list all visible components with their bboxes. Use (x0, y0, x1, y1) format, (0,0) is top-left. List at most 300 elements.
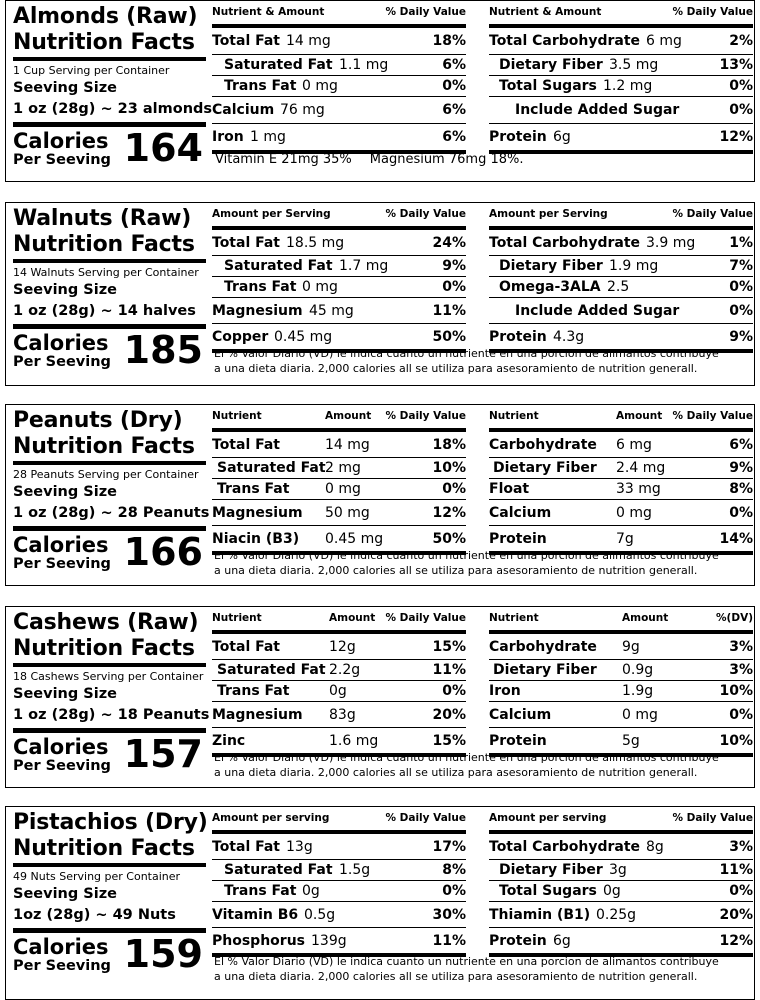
nutrient-row (212, 124, 466, 150)
nutrient-row (489, 681, 753, 702)
daily-value: 0% (442, 683, 466, 699)
nutrient-amount: 0g (603, 883, 621, 899)
header-daily-value: % Daily Value (385, 812, 466, 824)
nutrient-amount: 2.4 mg (616, 460, 666, 476)
daily-value: 13% (719, 57, 753, 73)
product-name: Cashews (Raw) (13, 610, 199, 635)
nutrient-name: Phosphorus (212, 932, 305, 949)
facts-summary (13, 407, 210, 577)
daily-value: 12% (719, 129, 753, 145)
daily-value: 0% (729, 504, 753, 521)
daily-value: 15% (432, 732, 466, 749)
nutrient-name: Total Fat (212, 638, 281, 655)
daily-value: 3% (729, 662, 753, 678)
nutrient-name: Dietary Fiber (499, 862, 603, 878)
nutrient-amount: 0 mg (622, 706, 658, 723)
nutrient-name: Saturated Fat (217, 460, 326, 476)
header-nutrient: Nutrient & Amount (212, 6, 325, 18)
calories-value: 157 (123, 732, 203, 776)
nutrient-name: Dietary Fiber (499, 258, 603, 274)
nutrient-row (489, 834, 753, 860)
nutrient-row (489, 660, 753, 681)
calories-value: 166 (123, 530, 203, 574)
daily-value: 20% (432, 706, 466, 723)
vitamins-line (215, 152, 541, 167)
nutrient-amount: 1.9 mg (609, 258, 659, 274)
nutrient-amount: 3g (609, 862, 627, 878)
table-header (489, 608, 753, 634)
calories-value: 164 (123, 126, 203, 170)
nutrient-row (489, 902, 753, 928)
calories-per-label: Per Seeving (13, 152, 111, 168)
header-daily-value: % Daily Value (672, 812, 753, 824)
nutrient-amount: 8g (646, 838, 664, 855)
nutrient-amount: 0 mg (302, 279, 338, 295)
serving-size-label: Seeving Size (13, 80, 117, 96)
nutrient-row (489, 634, 753, 660)
nutrient-name: Trans Fat (217, 683, 290, 699)
nutrient-name: Dietary Fiber (493, 662, 597, 678)
nutrient-amount: 1.6 mg (329, 732, 379, 749)
daily-value: 9% (729, 460, 753, 476)
nutrient-row (489, 432, 753, 458)
table-header (489, 204, 753, 230)
nutrient-name: Total Fat (212, 33, 281, 49)
nutrient-name: Saturated Fat (217, 662, 326, 678)
nutrient-row (212, 634, 466, 660)
nutrient-amount: 0.25g (596, 906, 637, 923)
daily-value: 6% (442, 129, 466, 145)
nutrient-name: Magnesium (212, 302, 303, 319)
servings-per-container: 14 Walnuts Serving per Container (13, 266, 199, 279)
calories-value: 159 (123, 932, 203, 976)
nutrient-row (489, 928, 753, 953)
nutrient-amount: 45 mg (309, 302, 354, 319)
vitamin-item: Vitamin E 21mg 35% (215, 152, 352, 167)
servings-per-container: 49 Nuts Serving per Container (13, 870, 181, 883)
calories-block (13, 932, 206, 979)
nutrient-row (212, 76, 466, 97)
header-amount: Amount (622, 612, 669, 624)
nutrient-amount: 9g (622, 638, 640, 655)
nutrient-row (212, 298, 466, 324)
nutrient-name: Saturated Fat (224, 57, 333, 73)
daily-value: 9% (729, 328, 753, 345)
daily-value: 17% (432, 838, 466, 855)
header-nutrient: Nutrient (489, 410, 539, 422)
servings-per-container: 1 Cup Serving per Container (13, 64, 170, 77)
product-name: Almonds (Raw) (13, 4, 198, 29)
daily-value: 14% (719, 530, 753, 547)
footnote-line: a una dieta diaria. 2,000 calories all se utiliza para asesoramiento de nutrition generall. (214, 766, 698, 779)
nutrient-row (212, 500, 466, 526)
right-nutrient-table (489, 204, 753, 353)
left-nutrient-table (212, 406, 466, 555)
daily-value: 24% (432, 234, 466, 251)
nutrient-row (489, 124, 753, 150)
header-daily-value: %(DV) (716, 612, 753, 624)
nutrient-row (212, 97, 466, 124)
nutrient-amount: 6 mg (646, 33, 682, 49)
nutrient-amount: 5g (622, 732, 640, 749)
left-nutrient-table (212, 2, 466, 154)
nutrient-row (489, 55, 753, 76)
nutrient-row (489, 881, 753, 902)
facts-summary (13, 205, 206, 375)
daily-value: 0% (729, 279, 753, 295)
nutrient-name: Protein (489, 328, 547, 345)
header-daily-value: % Daily Value (672, 208, 753, 220)
nutrient-amount: 2 mg (325, 460, 361, 476)
nutrient-row (212, 277, 466, 298)
footnote-line: a una dieta diaria. 2,000 calories all se utiliza para asesoramiento de nutrition generall. (214, 970, 698, 983)
nutrient-amount: 33 mg (616, 481, 661, 497)
serving-size-label: Seeving Size (13, 686, 117, 702)
nutrient-amount: 0 mg (302, 78, 338, 94)
calories-block (13, 732, 206, 779)
nutrient-amount: 0g (329, 683, 347, 699)
daily-value-footnote (214, 954, 750, 984)
nutrient-row (489, 500, 753, 526)
nutrient-name: Calcium (489, 504, 552, 521)
table-header (489, 808, 753, 834)
nutrition-panel (0, 606, 760, 788)
table-header (489, 406, 753, 432)
serving-size-value: 1 oz (28g) ~ 14 halves (13, 301, 206, 329)
calories-label: Calories (13, 331, 109, 355)
header-daily-value: % Daily Value (672, 410, 753, 422)
nutrient-name: Iron (212, 129, 244, 145)
nutrient-amount: 18.5 mg (286, 234, 345, 251)
nutrient-amount: 0 mg (616, 504, 652, 521)
nutrient-name: Protein (489, 932, 547, 949)
nutrient-row (489, 458, 753, 479)
table-header (212, 204, 466, 230)
nutrient-amount: 1.2 mg (603, 78, 653, 94)
footnote-line: El % Valor Diario (VD) le indica cuanto un nutriente en una porcion de alimantos contribuye (214, 751, 719, 764)
serving-size-label: Seeving Size (13, 484, 117, 500)
nutrient-name: Include Added Sugar (515, 102, 680, 118)
nutrient-amount: 2.2g (329, 662, 361, 678)
nutrient-row (489, 28, 753, 55)
right-nutrient-table (489, 2, 753, 154)
header-nutrient: Nutrient & Amount (489, 6, 602, 18)
nutrient-name: Carbohydrate (489, 638, 597, 655)
daily-value: 0% (442, 481, 466, 497)
daily-value: 12% (719, 932, 753, 949)
header-nutrient: Nutrient (212, 410, 262, 422)
nutrient-name: Magnesium (212, 504, 303, 521)
serving-size-value: 1 oz (28g) ~ 23 almonds (13, 99, 206, 127)
daily-value: 0% (729, 78, 753, 94)
nutrient-name: Omega-3ALA (499, 279, 601, 295)
nutrient-amount: 1.1 mg (339, 57, 389, 73)
daily-value: 0% (729, 883, 753, 899)
product-name: Peanuts (Dry) (13, 408, 183, 433)
daily-value: 8% (729, 481, 753, 497)
nutrient-name: Total Carbohydrate (489, 234, 641, 251)
nutrient-row (212, 256, 466, 277)
daily-value: 50% (432, 328, 466, 345)
nutrition-panel (0, 202, 760, 386)
daily-value: 15% (432, 638, 466, 655)
nutrient-amount: 3.5 mg (609, 57, 659, 73)
daily-value: 11% (719, 862, 753, 878)
nutrient-row (489, 256, 753, 277)
daily-value: 0% (442, 883, 466, 899)
nutrient-row (489, 76, 753, 97)
nutrient-name: Protein (489, 129, 547, 145)
nutrient-row (212, 834, 466, 860)
nutrient-row (212, 479, 466, 500)
calories-block (13, 530, 206, 577)
nutrient-amount: 4.3g (553, 328, 585, 345)
product-name: Pistachios (Dry) (13, 810, 208, 835)
nutrient-name: Total Fat (212, 436, 281, 453)
daily-value: 10% (719, 683, 753, 699)
nutrient-name: Vitamin B6 (212, 906, 299, 923)
nutrient-amount: 76 mg (280, 102, 325, 118)
left-nutrient-table (212, 608, 466, 757)
header-daily-value: % Daily Value (385, 410, 466, 422)
vitamin-item: Magnesium 76mg 18%. (369, 152, 524, 167)
serving-size-value: 1oz (28g) ~ 49 Nuts (13, 905, 206, 933)
header-amount: Amount (325, 410, 372, 422)
header-daily-value: % Daily Value (385, 612, 466, 624)
nutrient-name: Protein (489, 732, 547, 749)
nutrition-panel (0, 404, 760, 586)
nutrient-amount: 14 mg (286, 33, 331, 49)
nutrient-name: Calcium (212, 102, 275, 118)
daily-value: 30% (432, 906, 466, 923)
nutrient-amount: 12g (329, 638, 356, 655)
facts-summary (13, 809, 206, 979)
nutrient-name: Total Sugars (499, 78, 597, 94)
footnote-line: El % Valor Diario (VD) le indica cuanto un nutriente en una porcion de alimantos contribuye (214, 549, 719, 562)
nutrient-amount: 2.5 (607, 279, 630, 295)
daily-value: 0% (729, 102, 753, 118)
nutrient-name: Trans Fat (224, 279, 297, 295)
nutrient-name: Iron (489, 683, 521, 699)
left-nutrient-table (212, 204, 466, 353)
header-nutrient: Amount per Serving (489, 208, 608, 220)
right-nutrient-table (489, 608, 753, 757)
nutrient-name: Zinc (212, 732, 246, 749)
facts-summary (13, 609, 210, 779)
header-amount: Amount (616, 410, 663, 422)
nutrient-name: Niacin (B3) (212, 530, 300, 547)
serving-size-label: Seeving Size (13, 282, 117, 298)
nutrient-amount: 13g (286, 838, 313, 855)
nutrient-amount: 1.9g (622, 683, 654, 699)
calories-label: Calories (13, 935, 109, 959)
facts-title: Nutrition Facts (13, 836, 206, 867)
nutrient-row (212, 458, 466, 479)
product-name: Walnuts (Raw) (13, 206, 192, 231)
nutrient-row (212, 230, 466, 256)
nutrient-amount: 3.9 mg (646, 234, 696, 251)
table-header (489, 2, 753, 28)
nutrient-amount: 0.9g (622, 662, 654, 678)
footnote-line: El % Valor Diario (VD) le indica cuanto un nutriente en una porcion de alimantos contribuye (214, 955, 719, 968)
header-daily-value: % Daily Value (672, 6, 753, 18)
nutrient-row (489, 479, 753, 500)
daily-value: 3% (729, 638, 753, 655)
nutrient-row (212, 681, 466, 702)
nutrient-amount: 14 mg (325, 436, 370, 453)
daily-value: 50% (432, 530, 466, 547)
daily-value: 11% (432, 302, 466, 319)
table-header (212, 608, 466, 634)
nutrient-name: Thiamin (B1) (489, 906, 591, 923)
daily-value: 0% (442, 78, 466, 94)
nutrient-name: Copper (212, 328, 269, 345)
nutrient-amount: 6 mg (616, 436, 652, 453)
calories-label: Calories (13, 129, 109, 153)
daily-value: 20% (719, 906, 753, 923)
calories-value: 185 (123, 328, 203, 372)
calories-block (13, 126, 206, 173)
nutrient-row (489, 97, 753, 124)
header-nutrient: Amount per serving (212, 812, 330, 824)
daily-value-footnote (214, 548, 750, 578)
nutrient-name: Total Fat (212, 838, 281, 855)
calories-label: Calories (13, 533, 109, 557)
daily-value: 6% (442, 102, 466, 118)
daily-value: 0% (442, 279, 466, 295)
daily-value: 6% (729, 436, 753, 453)
calories-label: Calories (13, 735, 109, 759)
calories-per-label: Per Seeving (13, 958, 111, 974)
facts-title: Nutrition Facts (13, 434, 206, 465)
nutrient-amount: 1 mg (250, 129, 286, 145)
nutrient-amount: 50 mg (325, 504, 370, 521)
nutrient-amount: 6g (553, 129, 571, 145)
nutrient-name: Include Added Sugar (515, 302, 680, 319)
footnote-line: a una dieta diaria. 2,000 calories all se utiliza para asesoramiento de nutrition generall. (214, 564, 698, 577)
daily-value: 18% (432, 33, 466, 49)
table-header (212, 2, 466, 28)
daily-value: 1% (729, 234, 753, 251)
nutrient-name: Float (489, 481, 530, 497)
daily-value-footnote (214, 750, 750, 780)
nutrient-row (212, 902, 466, 928)
nutrient-row (212, 860, 466, 881)
nutrient-row (489, 298, 753, 324)
daily-value: 8% (442, 862, 466, 878)
nutrient-amount: 0.5g (304, 906, 336, 923)
servings-per-container: 28 Peanuts Serving per Container (13, 468, 199, 481)
nutrient-name: Magnesium (212, 706, 303, 723)
nutrient-row (489, 860, 753, 881)
serving-size-value: 1 oz (28g) ~ 28 Peanuts (13, 503, 206, 531)
nutrient-name: Saturated Fat (224, 258, 333, 274)
daily-value-footnote (214, 346, 750, 376)
nutrient-amount: 0.45 mg (274, 328, 333, 345)
nutrient-amount: 7g (616, 530, 634, 547)
nutrient-name: Trans Fat (217, 481, 290, 497)
nutrient-name: Protein (489, 530, 547, 547)
nutrient-row (212, 432, 466, 458)
daily-value: 9% (442, 258, 466, 274)
nutrient-name: Carbohydrate (489, 436, 597, 453)
right-nutrient-table (489, 808, 753, 957)
calories-block (13, 328, 206, 375)
header-nutrient: Nutrient (212, 612, 262, 624)
daily-value: 12% (432, 504, 466, 521)
facts-title: Nutrition Facts (13, 232, 206, 263)
daily-value: 6% (442, 57, 466, 73)
nutrient-amount: 83g (329, 706, 356, 723)
nutrient-amount: 0.45 mg (325, 530, 384, 547)
nutrient-name: Trans Fat (224, 78, 297, 94)
nutrient-name: Saturated Fat (224, 862, 333, 878)
nutrient-name: Total Fat (212, 234, 281, 251)
nutrient-row (212, 28, 466, 55)
daily-value: 0% (729, 706, 753, 723)
nutrient-amount: 1.7 mg (339, 258, 389, 274)
facts-title: Nutrition Facts (13, 636, 206, 667)
footnote-line: El % Valor Diario (VD) le indica cuanto un nutriente en una porcion de alimantos contribuye (214, 347, 719, 360)
calories-per-label: Per Seeving (13, 354, 111, 370)
daily-value: 0% (729, 302, 753, 319)
serving-size-label: Seeving Size (13, 886, 117, 902)
facts-title: Nutrition Facts (13, 30, 206, 61)
nutrient-row (212, 660, 466, 681)
daily-value: 7% (729, 258, 753, 274)
nutrient-row (212, 881, 466, 902)
header-daily-value: % Daily Value (385, 208, 466, 220)
facts-summary (13, 3, 213, 173)
nutrition-panel (0, 806, 760, 1000)
nutrient-row (212, 702, 466, 728)
header-daily-value: % Daily Value (385, 6, 466, 18)
nutrient-name: Total Carbohydrate (489, 33, 641, 49)
nutrient-amount: 0 mg (325, 481, 361, 497)
nutrient-row (489, 230, 753, 256)
footnote-line: a una dieta diaria. 2,000 calories all se utiliza para asesoramiento de nutrition generall. (214, 362, 698, 375)
nutrient-row (489, 702, 753, 728)
table-header (212, 406, 466, 432)
daily-value: 3% (729, 838, 753, 855)
nutrient-amount: 6g (553, 932, 571, 949)
calories-per-label: Per Seeving (13, 556, 111, 572)
nutrition-panel (0, 0, 760, 182)
nutrient-name: Calcium (489, 706, 552, 723)
header-nutrient: Amount per Serving (212, 208, 331, 220)
serving-size-value: 1 oz (28g) ~ 18 Peanuts (13, 705, 206, 733)
calories-per-label: Per Seeving (13, 758, 111, 774)
nutrient-name: Total Carbohydrate (489, 838, 641, 855)
header-amount: Amount (329, 612, 376, 624)
nutrient-row (212, 928, 466, 953)
right-nutrient-table (489, 406, 753, 555)
header-nutrient: Amount per serving (489, 812, 607, 824)
header-nutrient: Nutrient (489, 612, 539, 624)
nutrient-row (489, 277, 753, 298)
nutrient-amount: 139g (311, 932, 347, 949)
daily-value: 11% (432, 932, 466, 949)
nutrient-name: Dietary Fiber (499, 57, 603, 73)
table-header (212, 808, 466, 834)
nutrient-name: Dietary Fiber (493, 460, 597, 476)
nutrient-amount: 1.5g (339, 862, 371, 878)
nutrient-name: Trans Fat (224, 883, 297, 899)
daily-value: 18% (432, 436, 466, 453)
daily-value: 2% (729, 33, 753, 49)
daily-value: 10% (432, 460, 466, 476)
nutrient-amount: 0g (302, 883, 320, 899)
